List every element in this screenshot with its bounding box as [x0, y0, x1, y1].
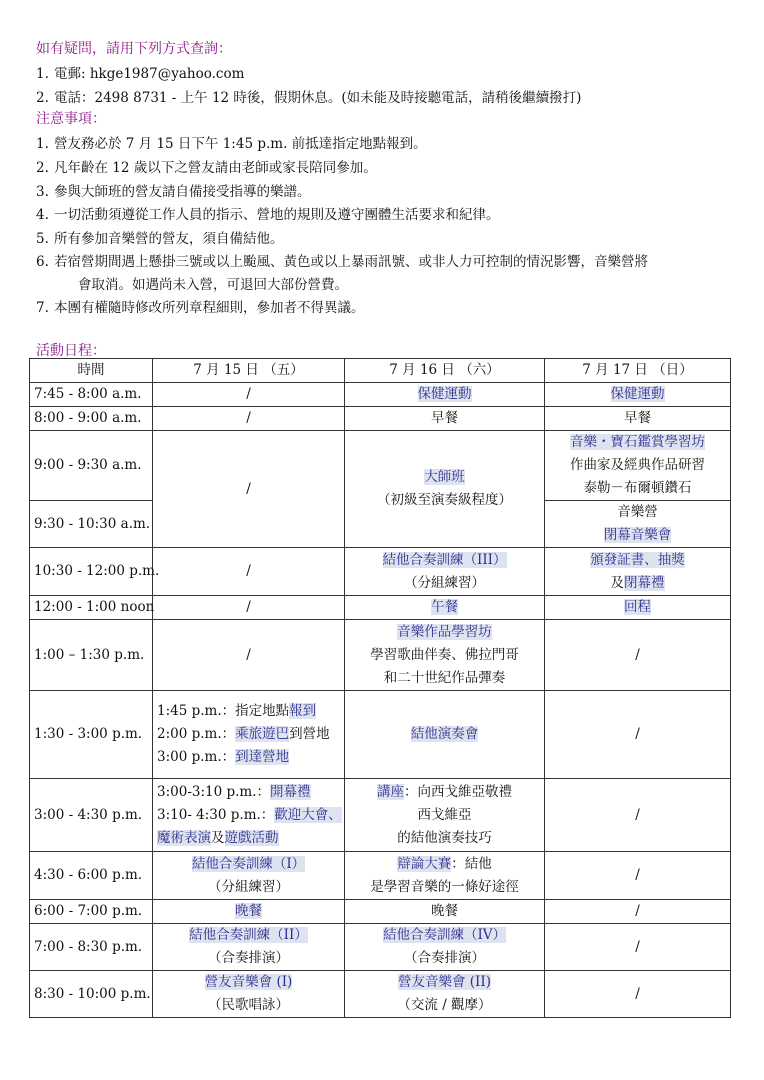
activity-cell: 音樂作品學習坊 學習歌曲伴奏、佛拉門哥 和二十世紀作品彈奏: [345, 620, 545, 691]
note-item: 6. 若宿營期間遇上懸掛三號或以上颱風、黃色或以上暴雨訊號、或非人力可控制的情況影響，音樂營將: [36, 254, 648, 270]
note-item: 2. 凡年齡在 12 歲以下之營友請由老師或家長陪同參加。: [36, 160, 377, 176]
time-cell: 4:30 - 6:00 p.m.: [30, 852, 153, 900]
activity-cell: 大師班 （初級至演奏級程度）: [345, 431, 545, 548]
table-row: [30, 431, 731, 501]
activity-cell: 辯論大賽：結他 是學習音樂的一條好途徑: [345, 852, 545, 900]
note-item: 4. 一切活動須遵從工作人員的指示、營地的規則及遵守團體生活要求和紀律。: [36, 207, 500, 223]
activity-cell: 回程: [545, 596, 731, 620]
table-row: [30, 691, 731, 779]
empty-cell: /: [545, 971, 731, 1018]
table-row: [30, 548, 731, 596]
enquiry-item: 1. 電郵: hkge1987@yahoo.com: [36, 66, 245, 82]
table-row: [30, 620, 731, 691]
notes-heading: 注意事項：: [36, 111, 106, 127]
activity-cell: 營友音樂會 (II) （交流 / 觀摩）: [345, 971, 545, 1018]
time-cell: 1:00 – 1:30 p.m.: [30, 620, 153, 691]
empty-cell: /: [545, 900, 731, 924]
time-cell: 7:45 - 8:00 a.m.: [30, 383, 153, 407]
activity-cell: 結他合奏訓練（IV） （合奏排演）: [345, 924, 545, 971]
time-cell: 12:00 - 1:00 noon: [30, 596, 153, 620]
schedule-table: [29, 358, 731, 1018]
table-row: [30, 407, 731, 431]
activity-cell: 結他合奏訓練（II） （合奏排演）: [153, 924, 345, 971]
activity-cell: 早餐: [545, 407, 731, 431]
table-row: [30, 596, 731, 620]
activity-cell: 晚餐: [153, 900, 345, 924]
empty-cell: /: [153, 383, 345, 407]
activity-cell: 午餐: [345, 596, 545, 620]
activity-cell: 講座：向西戈維亞敬禮 西戈維亞 的結他演奏技巧: [345, 779, 545, 852]
activity-cell: 保健運動: [345, 383, 545, 407]
empty-cell: /: [545, 620, 731, 691]
activity-cell: 營友音樂會 (I) （民歌唱詠）: [153, 971, 345, 1018]
empty-cell: /: [545, 779, 731, 852]
table-row: [30, 924, 731, 971]
note-item: 3. 參與大師班的營友請自備接受指導的樂譜。: [36, 184, 311, 200]
activity-cell: 結他合奏訓練（III） （分組練習）: [345, 548, 545, 596]
empty-cell: /: [153, 620, 345, 691]
time-cell: 3:00 - 4:30 p.m.: [30, 779, 153, 852]
table-row: [30, 383, 731, 407]
activity-cell: 晚餐: [345, 900, 545, 924]
activity-cell: 結他合奏訓練（I） （分組練習）: [153, 852, 345, 900]
time-cell: 9:30 - 10:30 a.m.: [30, 501, 153, 548]
note-item-continued: 會取消。如遇尚未入營，可退回大部份營費。: [78, 277, 348, 293]
note-item: 7. 本團有權隨時修改所列章程細則，參加者不得異議。: [36, 300, 365, 316]
empty-cell: /: [153, 431, 345, 548]
table-row: [30, 852, 731, 900]
header-day-15: 7 月 15 日 （五）: [153, 359, 345, 383]
schedule-heading: 活動日程：: [36, 343, 106, 359]
time-cell: 8:00 - 9:00 a.m.: [30, 407, 153, 431]
header-day-16: 7 月 16 日 （六）: [345, 359, 545, 383]
table-row: [30, 900, 731, 924]
activity-cell: 頒發証書、抽獎 及閉幕禮: [545, 548, 731, 596]
header-day-17: 7 月 17 日 （日）: [545, 359, 731, 383]
header-time: 時間: [30, 359, 153, 383]
activity-cell: 早餐: [345, 407, 545, 431]
time-cell: 1:30 - 3:00 p.m.: [30, 691, 153, 779]
time-cell: 9:00 - 9:30 a.m.: [30, 431, 153, 501]
table-row: [30, 971, 731, 1018]
activity-cell: 保健運動: [545, 383, 731, 407]
enquiry-item: 2. 電話：2498 8731 - 上午 12 時後，假期休息。(如未能及時接聽電話，請稍後繼續撥打): [36, 90, 582, 106]
enquiry-heading: 如有疑問，請用下列方式查詢：: [36, 41, 232, 57]
empty-cell: /: [153, 596, 345, 620]
activity-cell: 音樂營 閉幕音樂會: [545, 501, 731, 548]
empty-cell: /: [545, 924, 731, 971]
empty-cell: /: [153, 407, 345, 431]
time-cell: 7:00 - 8:30 p.m.: [30, 924, 153, 971]
note-item: 1. 營友務必於 7 月 15 日下午 1:45 p.m. 前抵達指定地點報到。: [36, 136, 427, 152]
activity-cell: 1:45 p.m.：指定地點報到 2:00 p.m.：乘旅遊巴到營地 3:00 p.m.：到達營地: [153, 691, 345, 779]
activity-cell: 音樂・寶石鑑賞學習坊 作曲家及經典作品研習 泰勒－布爾頓鑽石: [545, 431, 731, 501]
empty-cell: /: [545, 691, 731, 779]
table-header-row: [30, 359, 731, 383]
time-cell: 8:30 - 10:00 p.m.: [30, 971, 153, 1018]
activity-cell: 結他演奏會: [345, 691, 545, 779]
time-cell: 6:00 - 7:00 p.m.: [30, 900, 153, 924]
note-item: 5. 所有參加音樂營的營友，須自備結他。: [36, 231, 284, 247]
activity-cell: 3:00-3:10 p.m.：開幕禮 3:10- 4:30 p.m.：歡迎大會、 魔術表演及遊戲活動: [153, 779, 345, 852]
empty-cell: /: [545, 852, 731, 900]
table-row: [30, 779, 731, 852]
time-cell: 10:30 - 12:00 p.m.: [30, 548, 153, 596]
empty-cell: /: [153, 548, 345, 596]
